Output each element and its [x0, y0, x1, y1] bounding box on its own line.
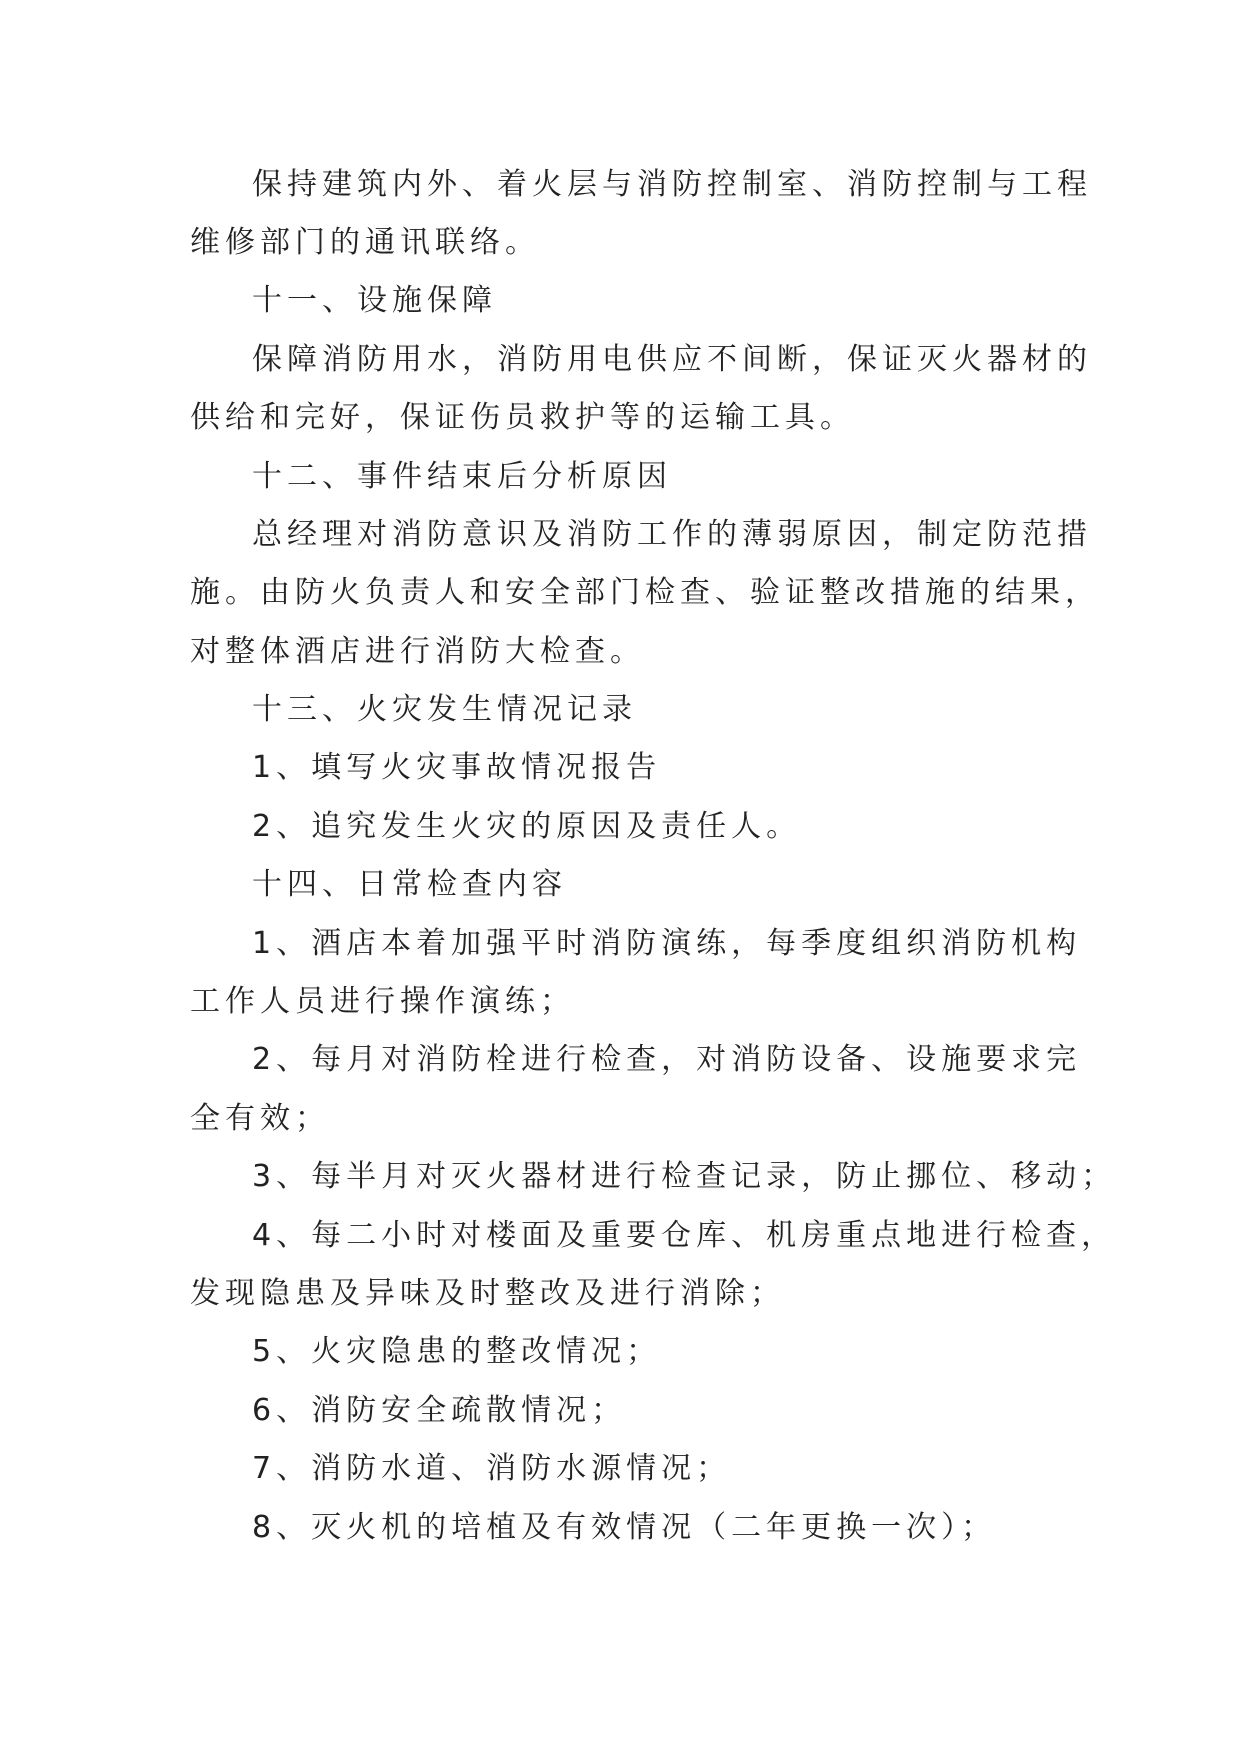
list-item-continuation: 发现隐患及异味及时整改及进行消除；	[190, 1276, 785, 1311]
list-item: 3、每半月对灭火器材进行检查记录，防止挪位、移动；	[252, 1159, 1117, 1194]
paragraph-line: 总经理对消防意识及消防工作的薄弱原因，制定防范措	[252, 517, 1092, 552]
list-item: 8、灭火机的培植及有效情况（二年更换一次）；	[252, 1510, 997, 1545]
section-heading: 十三、火灾发生情况记录	[252, 692, 637, 727]
list-item: 2、追究发生火灾的原因及责任人。	[252, 809, 802, 844]
section-heading: 十四、日常检查内容	[252, 867, 567, 902]
paragraph-line: 保障消防用水，消防用电供应不间断，保证灭火器材的	[252, 342, 1092, 377]
list-item-continuation: 工作人员进行操作演练；	[190, 984, 575, 1019]
paragraph-line: 对整体酒店进行消防大检查。	[190, 634, 645, 669]
list-item-continuation: 全有效；	[190, 1101, 330, 1136]
list-item: 1、酒店本着加强平时消防演练，每季度组织消防机构	[252, 926, 1082, 961]
list-item: 2、每月对消防栓进行检查，对消防设备、设施要求完	[252, 1042, 1082, 1077]
list-item: 4、每二小时对楼面及重要仓库、机房重点地进行检查，	[252, 1218, 1117, 1253]
paragraph-line: 维修部门的通讯联络。	[190, 225, 540, 260]
paragraph-line: 保持建筑内外、着火层与消防控制室、消防控制与工程	[252, 167, 1092, 202]
section-heading: 十一、设施保障	[252, 283, 497, 318]
list-item: 5、火灾隐患的整改情况；	[252, 1334, 662, 1369]
paragraph-line: 施。由防火负责人和安全部门检查、验证整改措施的结果，	[190, 575, 1100, 610]
list-item: 6、消防安全疏散情况；	[252, 1393, 627, 1428]
paragraph-line: 供给和完好，保证伤员救护等的运输工具。	[190, 400, 855, 435]
section-heading: 十二、事件结束后分析原因	[252, 459, 672, 494]
list-item: 1、填写火灾事故情况报告	[252, 750, 662, 785]
list-item: 7、消防水道、消防水源情况；	[252, 1451, 732, 1486]
